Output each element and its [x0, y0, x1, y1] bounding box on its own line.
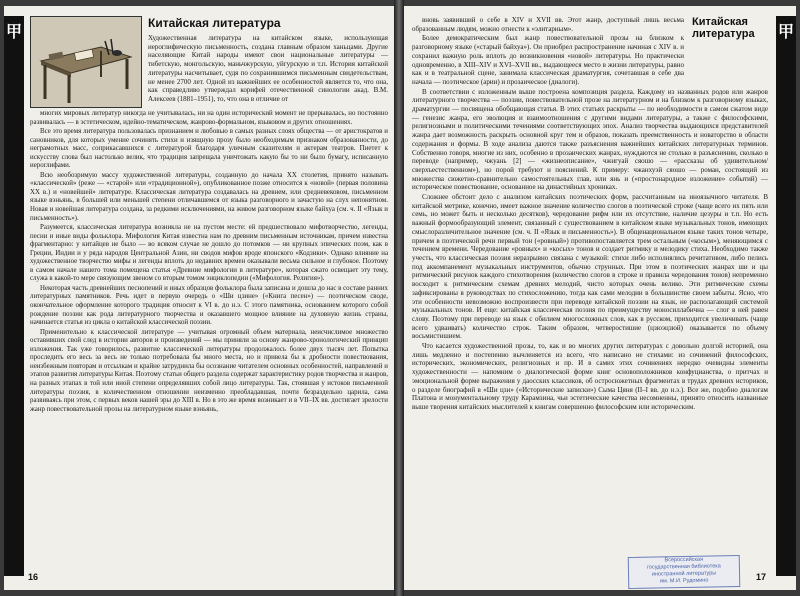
page-number-right: 17: [755, 572, 766, 582]
stamp-line: им. М.И. Рудомино: [659, 577, 709, 585]
illustration-writing-desk: [30, 16, 142, 108]
intro-paragraph: Художественная литература на китайском языке, использующая иероглифическую письменность, создана главным образом ханьцами. Другие населяющие Китай народы имеют свои национальные литературы — тибетскую, монгольскую, маньчжурскую, уйгурскую и т.п. История китайской литературы насчитывает, судя по сохранившимся письменным свидетельствам, не менее 2700 лет. Одной из важнейших ее особенностей является то, что она, как справедливо утверждал корифей отечественной синологии акад. В.М. Алексеев (1881–1951), то, что она в отличие от: [148, 34, 388, 103]
tab-glyph-left: 甲: [5, 22, 22, 41]
side-tab-left: [4, 16, 24, 576]
left-paragraph: многих мировых литератур никогда не учитывалась, ни на один исторический момент не прерывалась, но постоянно развивалась — в эстетическом, идейно-тематическом, жанрово-формальном, языковом и других отношениях.: [30, 110, 388, 126]
right-paragraph: Более демократическим был жанр повествовательной прозы на близком к разговорному языке («старый байхуа»). Он приобрел распространение начиная с XIV в. и сохранил важную роль вплоть до возникновения «новой» литературы. Но практически одновременно, в XIII–XIV и XVI–XVII вв., выдающееся место в жизни литературы, равно как и в театральной сцене, занимала классическая драматургия, сочетавшая в себе два начала — поэтическое (арии) и прозаическое (диалоги).: [412, 34, 684, 86]
left-paragraph: Всю необозримую массу художественной литературы, созданную до начала XX столетия, принято называть «классической» (реже — «старой» или «традиционной»), опубликованное позже относится к «новой» (первая половина XX в.) и «новейшей» литературе. Классическая литература создавалась на древнем, или средневековом, письменном языке вэньянь, в большей или меньшей степени отличавшемся от языка разговорного и зачастую на слух непонятном. Новая и новейшая литература создана, за редкими исключениями, на живом разговорном языке байхуа (см. ч. II «Язык и письменность»).: [30, 171, 388, 222]
stamp-line: государственная библиотека: [646, 563, 721, 571]
book-gutter: [394, 0, 404, 596]
left-paragraph: Все это время литература пользовалась признанием и любовью в самых разных слоях общества — от аристократов и сановников, для которых умение сочинять стихи и изящную прозу было необходимым признаком образованности, до неграмотных масс, соприкасавшихся с литературой благодаря уличным сказителям и актерам театров. Пиетет к искусству слова был настолько велик, что традиция запрещала уничтожать какую бы то ни было бумагу, исписанную иероглифами.: [30, 128, 388, 170]
left-paragraph: Применительно к классической литературе — учитывая огромный объем материала, неисчислимое множество оставивших свой след в истории авторов и произведений — мы приняли за основу жанрово-хронологический принцип изложения. Так уже говорилось, развитие классической литературы продолжалось более двух тысяч лет. Попытка проследить его весь за весь не только потребовала бы много места, но и привела бы к дробности повествования, неизбежным повторам и отсылкам и крайне затруднила бы осознание читателем основных особенностей, направлений и этапов развития литературы Китая. Поэтому статьи общего раздела содержат характеристику родов творчества и жанров, на разных этапах в той или иной степени определявших собой лицо литературы. Так, стоявшая у истоков письменной литературы поэзия, в количественном отношении неизменно преобладавшая, почти безраздельно царила, сама развиваясь при этом, с первых веков нашей эры до XIII в. Но в это же время возникает и в VII–IX вв. достигает зрелости жанр повествовательной прозы на литературном языке вэньянь,: [30, 328, 388, 413]
library-stamp: [628, 555, 741, 589]
side-tab-right: [776, 16, 796, 576]
page-title-right: Китайская литература: [692, 16, 755, 40]
stamp-line: Всероссийская: [664, 556, 704, 564]
page-number-left: 16: [28, 572, 39, 582]
right-paragraph: Что касается художественной прозы, то, как и во многих других литературах с довольно долгой историей, она лишь медленно и постепенно вычленяется из всего, что написано не стихами: из сочинений философских, исторических, экономических, религиозных и пр. И в самих этих сочинениях нередко очевидны элементы художественности — напомним о диалогической форме книг основоположников конфуцианства, о притчах и эмоциональной форме выражения у даосских классиков, об остросюжетных фрагментах в трудах древних историков, о разделе биографий в «Ши цзи» («Исторические записки») Сыма Цяня (II–I вв. до н.э.). Все же, подобно диалогам Платона и монументальному труду Карамзина, чьи эстетические качества несомненны, принято относить названные выше творения китайских мыслителей к книгам совершенно философским или историческим.: [412, 342, 768, 411]
left-page: [4, 6, 394, 590]
stamp-line: иностранной литературы: [651, 570, 717, 578]
tab-glyph-right: 甲: [777, 22, 794, 41]
page-title-left: Китайская литература: [148, 16, 281, 30]
writing-desk-icon: [31, 17, 141, 107]
right-column: [412, 16, 768, 413]
left-paragraph: Разумеется, классическая литература возникла не на пустом месте: ей предшествовало мифотворчество, легенды, песни и иные виды фольклора. Мифология Китая известна нам по древним письменным источникам, причем известна фрагментарно: у китайцев не было — во всяком случае не дошло до потомков — ни крупных эпических поэм, как в Греции, Индии и у ряда народов Центральной Азии, ни сводов мифов вроде японского «Кодзики». Однако влияние на художественное творчество мифы и легенды вплоть до недавних времен оказывали весьма сильное и глубокое. Поэтому в самом начале нашего тома помещена статья «Древние мифологии в литературе», которая сжато освещает эту тему, служа в какой-то мере связующим звеном со вторым томом энциклопедии («Мифология. Религия»).: [30, 224, 388, 283]
right-paragraph: вновь заявивший о себе в XIV и XVII вв. Этот жанр, доступный лишь весьма образованным людям, можно отнести к «элитарным».: [412, 16, 684, 33]
left-paragraph: Некоторая часть древнейших песнопений и иных образцов фольклора была записана и дошла до нас в составе ранних литературных памятников. Речь идет в первую очередь о «Ши цзине» («Книга песен») — поэтическом своде, окончательное оформление которого традиция относит к VI в. до н.э. С этого памятника, основанием которого собой рождение поэзии как рода литературного творчества и оказавшего мощное влияние на духовную жизнь страны, начинается статья из цикла о китайской классической поэзии.: [30, 284, 388, 327]
right-paragraph: Сложнее обстоит дело с анализом китайских поэтических форм, рассчитанным на иноязычного читателя. В китайской метрике, конечно, имеет важное значение количество слогов в поэтической строке (чаще всего их пять или семь, но может быть и несколько десятков), чередование рифм или их отсутствие, наличие цезуры и т.п. Но есть важный формообразующий элемент, связанный с существованием в китайском языке музыкальных тонов, имеющих смыслоразличительное значение (см. ч. II «Язык и письменность»). В общенациональном языке таких тонов четыре, причем в поэтической речи первый тон («ровный») противопоставляется трем остальным («косым»), меняющимся с течением времени. Чередование «ровных» и «косых» тонов и создает ритмику и мелодику стиха. Необходимо также учесть, что классическая поэзия неразрывно связана с музыкой: стихи либо исполнялись речитативом, либо пелись под аккомпанемент музыкальных инструментов, обычно струнных. При этом в поэтических жанрах ши и цы ритмический рисунок каждого стихотворения (количество слогов в строке и правила чередования тонов) непременно восходит к ритмическим схемам древних мелодий, чисто которых очень велико. Эти ритмические схемы зафиксированы в руководствах по стихосложению, тогда как сами мелодии в большинстве своем забыты. Ясно, что эти особенности невозможно воспроизвести при переводе китайской поэзии на язык, не располагающий системой музыкальных тонов. И еще: китайская классическая поэзия по преимуществу моносиллабична — слог в ней равен слову. Поэтому при переводе на язык с обилием многосложных слов, как в русском, приходится увеличивать (чаще всего удваивать) количество строк. Таким образом, четверостишие (цзюэцзюй) оказывается по объему восьмистишием.: [412, 193, 768, 341]
left-column: [30, 16, 388, 415]
right-page: [404, 6, 796, 590]
right-paragraph: В соответствии с изложенным выше построена композиция раздела. Каждому из названных родов или жанров литературного творчества — поэзии, повествовательной прозе на литературном и на близком к разговорному языках, драматургии — посвящена обобщающая статья. В этих статьях раскрыты — по необходимости в самом сжатом виде — генезис жанра, его эволюция и взаимоотношения с другими видами литературы, а также с философскими, религиозными и политическими течениями соответствующих эпох. Анализ творчества выдающихся представителей жанра дает возможность раскрыть основной круг тем и образов, показать преемственность и новаторство в области содержания и формы. В ходе анализа даются также разъяснения важнейших китайских литературных терминов. Собственно говоря, многие из них, особенно в прозаических жанрах, нуждаются не столько в разъяснении, сколько в переводе (например, чжуань [2] — «жизнеописание», чжигуай сяошо — «рассказы об удивительном/сверхъестественном»), но порой требуют и пояснений. К примеру: чжанхуэй сяошо — роман, состоящий из множества сюжетно-сравнительно самостоятельных глав, или янь и («простонародное изложение» событий) — историческое повествование, основанное на династийных хрониках.: [412, 87, 768, 192]
left-header-block: [30, 16, 388, 110]
